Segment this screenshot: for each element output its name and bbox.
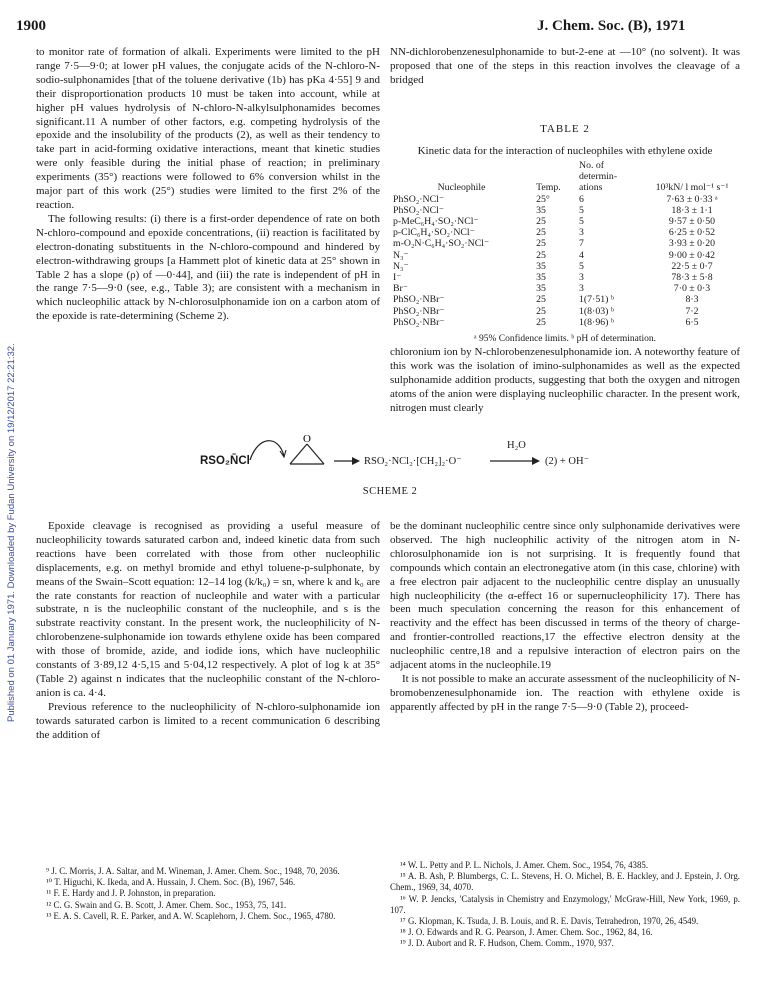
table-row	[390, 205, 740, 216]
scheme-2	[200, 428, 590, 506]
nucleophile-cell: N₃⁻	[393, 260, 409, 272]
scheme-label: SCHEME 2	[362, 486, 418, 497]
nucleophile-cell: PhSO₂·NCl⁻	[393, 193, 445, 205]
nucleophile-cell: PhSO₂·NBr⁻	[393, 294, 445, 306]
right-column-bottom	[390, 520, 740, 715]
temperature-cell: 25	[536, 294, 546, 306]
right-column-top	[390, 46, 740, 88]
right-footnotes	[390, 860, 740, 950]
footnote: ¹² C. G. Swain and G. B. Scott, J. Amer. Chem. Soc., 1953, 75, 141.	[46, 899, 287, 910]
col-header-nucleophile: Nucleophile	[437, 182, 486, 194]
temperature-cell: 35	[536, 204, 546, 216]
footnote: ¹³ E. A. S. Cavell, R. E. Parker, and A. W. Scaplehorn, J. Chem. Soc., 1965, 4780.	[46, 910, 336, 921]
footnote: ¹⁶ W. P. Jencks, 'Catalysis in Chemistry and Enzymology,' McGraw-Hill, New York, 1969, p. 107.	[390, 893, 740, 915]
rate-constant-cell: 78·3 ± 5·8	[671, 272, 713, 284]
data-table	[390, 160, 740, 328]
determinations-cell: 3	[579, 227, 584, 239]
nucleophile-cell: PhSO₂·NBr⁻	[393, 305, 445, 317]
left-footnotes	[36, 866, 380, 922]
rate-constant-cell: 6·5	[685, 316, 699, 328]
paragraph: The following results: (i) there is a first-order dependence of rate on both N-chloro-compound and epoxide concentrations, (ii) reaction is facilitated by electron-donating substituents in the N-chloro-compound and hindered by electron-withdrawing groups [a Hammett plot of kinetic data at 25° shown in Table 2 has a slope (ρ) of —0·44], and (iii) the rate is independent of pH in the range 7·5—9·0 (see, e.g., Table 3); are consistent with a mechanism in which nucleophilic attack by N-chlorosulphonamide ion on a carbon atom of the epoxide is rate-determining (Scheme 2).	[36, 212, 380, 323]
table-row	[390, 250, 740, 261]
footnote: ¹⁷ G. Klopman, K. Tsuda, J. B. Louis, and R. E. Davis, Tetrahedron, 1970, 26, 4549.	[400, 916, 699, 927]
nucleophile-cell: N₃⁻	[393, 249, 409, 261]
nucleophile-cell: PhSO₂·NBr⁻	[393, 316, 445, 328]
paragraph: be the dominant nucleophilic centre since only sulphonamide derivatives were observed. The high nucleophilic activity of the nitrogen atom in N-chlorosulphonamide ion is not surprising. It is frequently found that compounds which contain an electronegative atom (in this case, chlorine) with a free electron pair adjacent to the nucleophilic centre display an unusually high nucleophilicity (the α-effect 16 or supernucleophilicity 17). There has been much speculation concerning the reason for this enhancement of reactivity and the effect has been discussed in terms of the theory of charge- and frontier-controlled reactions,17 the effective electron density at the nucleophilic centre,18 and a repulsive interaction of electron pairs on the adjacent atoms in the nucleophile.19	[390, 520, 740, 672]
footnote: ¹¹ F. E. Hardy and J. P. Johnston, in preparation.	[46, 888, 216, 899]
rate-constant-cell: 18·3 ± 1·1	[671, 204, 713, 216]
col-header-determinations: No. of determin- ations	[579, 160, 618, 194]
nucleophile-cell: PhSO₂·NCl⁻	[393, 204, 445, 216]
table-caption: Kinetic data for the interaction of nucleophiles with ethylene oxide	[417, 145, 713, 157]
nucleophile-cell: m-O₂N·C₆H₄·SO₂·NCl⁻	[393, 238, 490, 250]
paragraph: to monitor rate of formation of alkali. Experiments were limited to the pH range 7·5—9·0; at lower pH values, the conjugate acids of the N-chloro-N-sodio-sulphonamides [that of the toluene derivative (1b) has pKa 4·55] 9 and their disproportionation products 10 must be taken into account, while at higher pH values hydrolysis of N-chloro-N-alkylsulphonamides becomes significant.11 A number of other factors, e.g. competing hydrolysis of the epoxide and the insolubility of the products (2), as well as their tendency to take part in acid-forming oxidative interactions, meant that kinetic studies were only feasible during the initial phase of reaction; in preliminary experiments (35°) reactions were followed to 6% conversion whilst in the major part of this work (25°) studies were limited to the first 2% of the reaction.	[36, 46, 380, 211]
rate-constant-cell: 9·00 ± 0·42	[668, 249, 716, 261]
rate-constant-cell: 7·2	[685, 305, 699, 317]
col-header-temp: Temp.	[536, 182, 561, 194]
determinations-cell: 5	[579, 204, 584, 216]
right-column-middle	[390, 346, 740, 416]
table-row	[390, 194, 740, 205]
temperature-cell: 25	[536, 316, 546, 328]
left-column-bottom	[36, 520, 380, 743]
footnote: ¹⁹ J. D. Aubort and R. F. Hudson, Chem. Comm., 1970, 937.	[400, 938, 614, 949]
paragraph: NN-dichlorobenzenesulphonamide to but-2-ene at —10° (no solvent). It was proposed that one of the steps in this reaction involves the cleavage of a bridged	[390, 46, 740, 86]
determinations-cell: 7	[579, 238, 584, 250]
temperature-cell: 25	[536, 216, 546, 228]
temperature-cell: 25	[536, 305, 546, 317]
paragraph: chloronium ion by N-chlorobenzenesulphonamide ion. A noteworthy feature of this work was the isolation of imino-sulphonamides as well as the expected sulphonamide addition products, suggesting that both the oxygen and nitrogen atoms of the anion were displaying nucleophilic character. In the present work, nitrogen must clearly	[390, 346, 740, 414]
rate-constant-cell: 3·93 ± 0·20	[668, 238, 716, 250]
table-row	[390, 261, 740, 272]
journal-header: J. Chem. Soc. (B), 1971	[537, 18, 686, 34]
paragraph: Epoxide cleavage is recognised as providing a useful measure of nucleophilicity towards saturated carbon and, indeed kinetic data from such reactions have been correlated with those from other nucleophilic displacements, e.g. on methyl bromide and ethyl toluene-p-sulphonate, by means of the Swain–Scott equation: 12–14 log (k/k₀) = sn, where k and k₀ are the rate constants for reaction of nucleophile and water with a particular substrate, n is the nucleophilic constant of the nucleophile, and s is the substrate reactivity constant. In the present work, the nucleophilicity of N-chlorobenzene-sulphonamide ion towards ethylene oxide has been compared with those of bromide, azide, and iodide ions, which have nucleophilic constants of 3·89,12 4·5,15 and 5·04,12 respectively. A plot of log k at 35° (Table 2) against n indicates that the nucleophilic constant of the N-chloro-anion is ca. 4·4.	[36, 520, 380, 699]
temperature-cell: 35	[536, 260, 546, 272]
nucleophile-cell: I⁻	[393, 272, 402, 284]
temperature-cell: 25	[536, 227, 546, 239]
rate-constant-cell: 7·63 ± 0·33 ᵃ	[666, 193, 718, 205]
epoxide-structure	[244, 430, 344, 476]
temperature-cell: 25	[536, 249, 546, 261]
table-row	[390, 272, 740, 283]
paragraph: It is not possible to make an accurate assessment of the nucleophilicity of N-bromobenzenesulphonamide ion. The reaction with ethylene oxide is apparently affected by pH in the range 7·5—9·0 (Table 2), proceed-	[390, 672, 740, 713]
table-row	[390, 238, 740, 249]
table-footnote: ᵃ 95% Confidence limits. ᵇ pH of determination.	[473, 334, 657, 345]
rate-constant-cell: 22·5 ± 0·7	[671, 260, 713, 272]
nucleophile-cell: p-ClC₆H₄·SO₂·NCl⁻	[393, 227, 475, 239]
temperature-cell: 35	[536, 283, 546, 295]
determinations-cell: 1(7·51) ᵇ	[579, 294, 614, 306]
footnote: ¹⁰ T. Higuchi, K. Ikeda, and A. Hussain, J. Chem. Soc. (B), 1967, 546.	[46, 877, 296, 888]
determinations-cell: 1(8·03) ᵇ	[579, 305, 614, 317]
table-row	[390, 317, 740, 328]
determinations-cell: 4	[579, 249, 584, 261]
table-row	[390, 227, 740, 238]
temperature-cell: 25	[536, 238, 546, 250]
footnote: ⁹ J. C. Morris, J. A. Saltar, and M. Wineman, J. Amer. Chem. Soc., 1948, 70, 2036.	[46, 866, 340, 876]
determinations-cell: 3	[579, 283, 584, 295]
table-row	[390, 283, 740, 294]
footnote: ¹⁴ W. L. Petty and P. L. Nichols, J. Amer. Chem. Soc., 1954, 76, 4385.	[400, 860, 649, 870]
svg-text:O: O	[303, 433, 311, 445]
reactant-label: RSO₂N̄Cl	[200, 455, 250, 467]
footnote: ¹⁵ A. B. Ash, P. Blumbergs, C. L. Stevens, H. O. Michel, B. E. Hackley, and J. Epstein, J. Org. Chem., 1969, 34, 4070.	[390, 871, 740, 893]
reaction-arrow-2	[490, 455, 542, 467]
determinations-cell: 5	[579, 216, 584, 228]
table-label: TABLE 2	[540, 123, 590, 135]
temperature-cell: 25°	[536, 193, 550, 205]
intermediate-label: RSO₂·NCl₂·[CH₂]₂·O⁻	[364, 456, 462, 467]
table-row	[390, 306, 740, 317]
nucleophile-cell: p-MeC₆H₄·SO₂·NCl⁻	[393, 216, 479, 228]
download-notice: Published on 01 January 1971. Downloaded by Fudan University on 19/12/2017 22:21:32.	[6, 343, 17, 722]
rate-constant-cell: 8·3	[685, 294, 699, 306]
table-2	[390, 96, 740, 344]
table-row	[390, 294, 740, 305]
reaction-arrow	[334, 455, 360, 467]
reagent-label: H₂O	[507, 440, 526, 451]
paragraph: Previous reference to the nucleophilicity of N-chloro-sulphonamide ion towards saturated carbon is limited to a recent communication 6 describing the addition of	[36, 700, 380, 741]
table-row	[390, 216, 740, 227]
determinations-cell: 6	[579, 193, 584, 205]
nucleophile-cell: Br⁻	[393, 283, 408, 295]
left-column-top	[36, 46, 380, 324]
rate-constant-cell: 9·57 ± 0·50	[668, 216, 716, 228]
rate-constant-cell: 7·0 ± 0·3	[673, 283, 711, 295]
determinations-cell: 5	[579, 260, 584, 272]
determinations-cell: 3	[579, 272, 584, 284]
col-header-rate: 10³kN/ l mol⁻¹ s⁻¹	[655, 182, 729, 194]
products-label: (2) + OH⁻	[545, 456, 590, 467]
temperature-cell: 35	[536, 272, 546, 284]
rate-constant-cell: 6·25 ± 0·52	[668, 227, 716, 239]
footnote: ¹⁸ J. O. Edwards and R. G. Pearson, J. Amer. Chem. Soc., 1962, 84, 16.	[400, 927, 653, 938]
page-number: 1900	[16, 18, 46, 34]
determinations-cell: 1(8·96) ᵇ	[579, 316, 614, 328]
